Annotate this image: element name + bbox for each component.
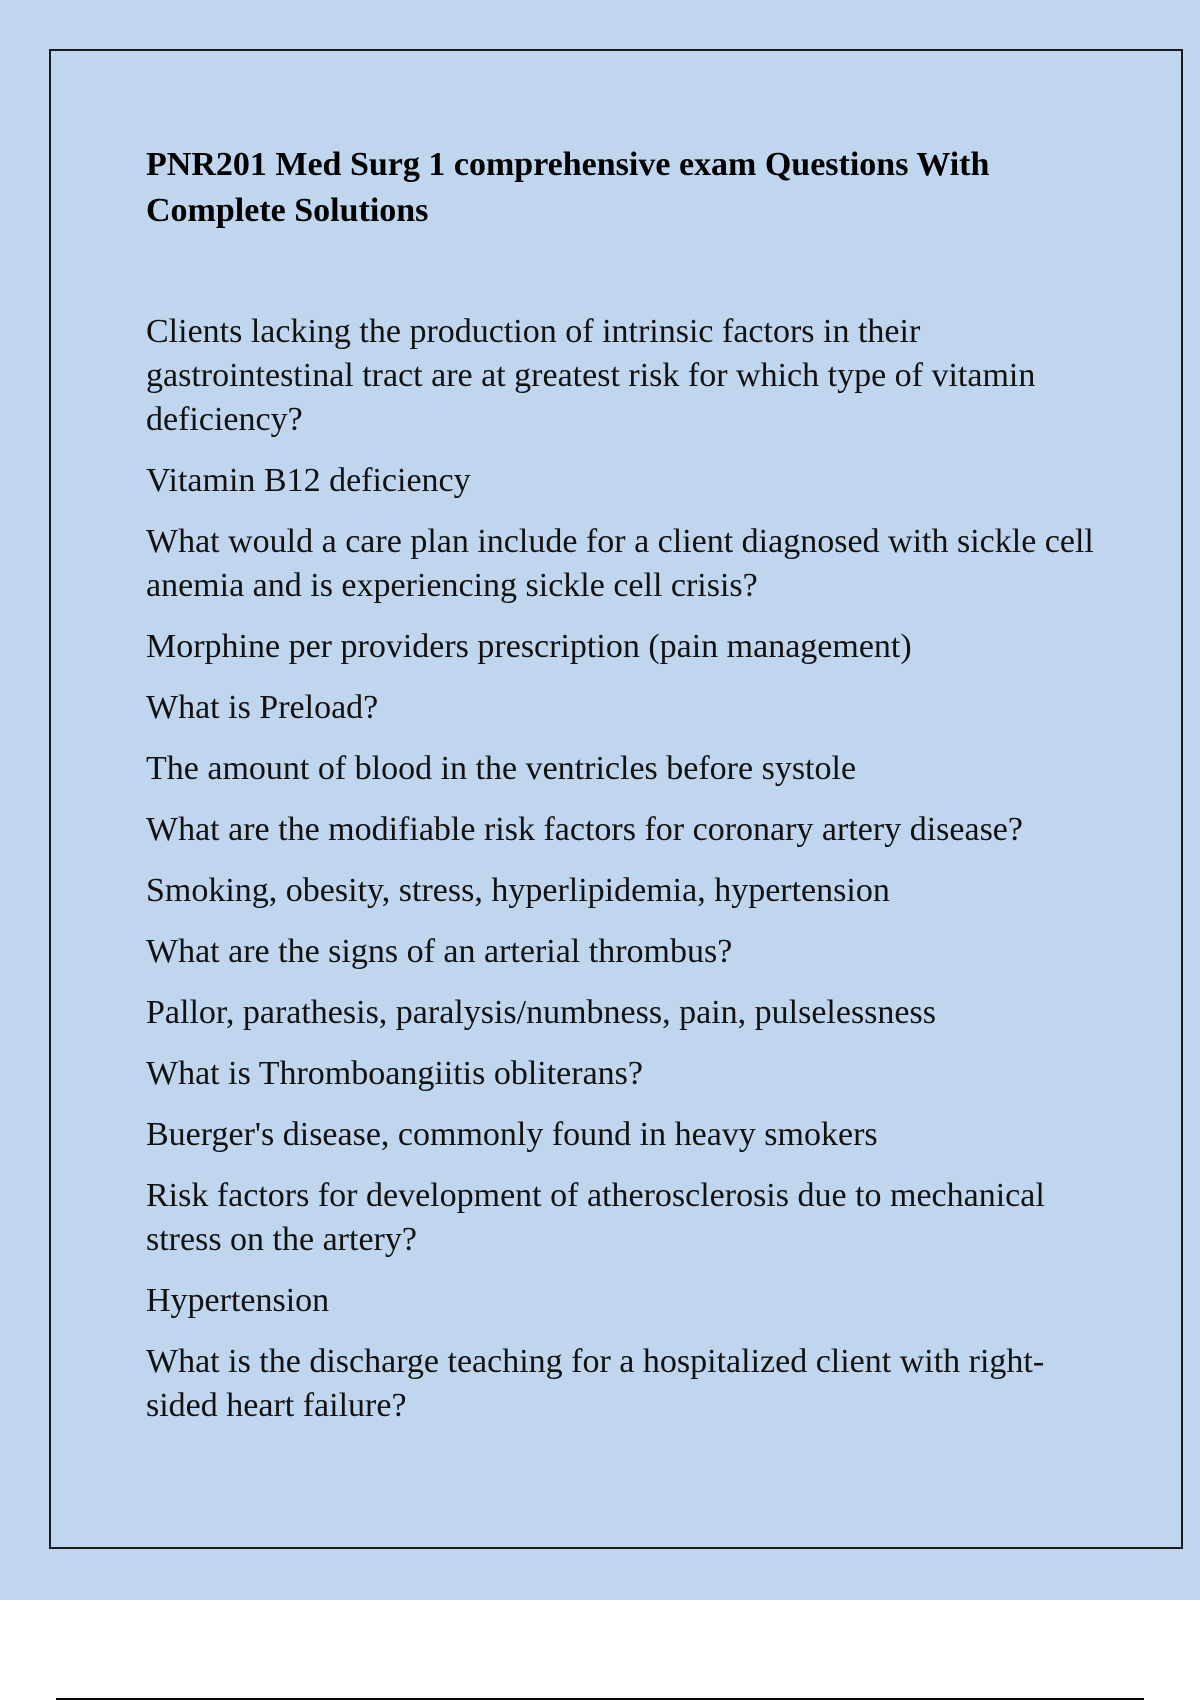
answer-item: Pallor, parathesis, paralysis/numbness, pain, pulselessness <box>146 994 936 1031</box>
question-item: What are the modifiable risk factors for coronary artery disease? <box>146 811 1023 848</box>
answer-item: Morphine per providers prescription (pain management) <box>146 628 912 665</box>
document-title: PNR201 Med Surg 1 comprehensive exam Questions With Complete Solutions <box>146 146 990 229</box>
answer-item: Hypertension <box>146 1282 330 1319</box>
question-item: What would a care plan include for a client diagnosed with sickle cell anemia and is experiencing sickle cell crisis? <box>146 523 1094 604</box>
question-item: Clients lacking the production of intrinsic factors in their gastrointestinal tract are at greatest risk for which type of vitamin deficiency? <box>146 313 1036 438</box>
answer-item: Vitamin B12 deficiency <box>146 462 471 499</box>
question-item: What is Thromboangiitis obliterans? <box>146 1055 644 1092</box>
qa-list <box>146 310 1106 1445</box>
answer-item: The amount of blood in the ventricles before systole <box>146 750 857 787</box>
question-item: What is the discharge teaching for a hospitalized client with right-sided heart failure? <box>146 1343 1045 1424</box>
question-item: What are the signs of an arterial thrombus? <box>146 933 733 970</box>
answer-item: Smoking, obesity, stress, hyperlipidemia, hypertension <box>146 872 890 909</box>
answer-item: Buerger's disease, commonly found in heavy smokers <box>146 1116 878 1153</box>
question-item: What is Preload? <box>146 689 379 726</box>
question-item: Risk factors for development of atherosclerosis due to mechanical stress on the artery? <box>146 1177 1045 1258</box>
